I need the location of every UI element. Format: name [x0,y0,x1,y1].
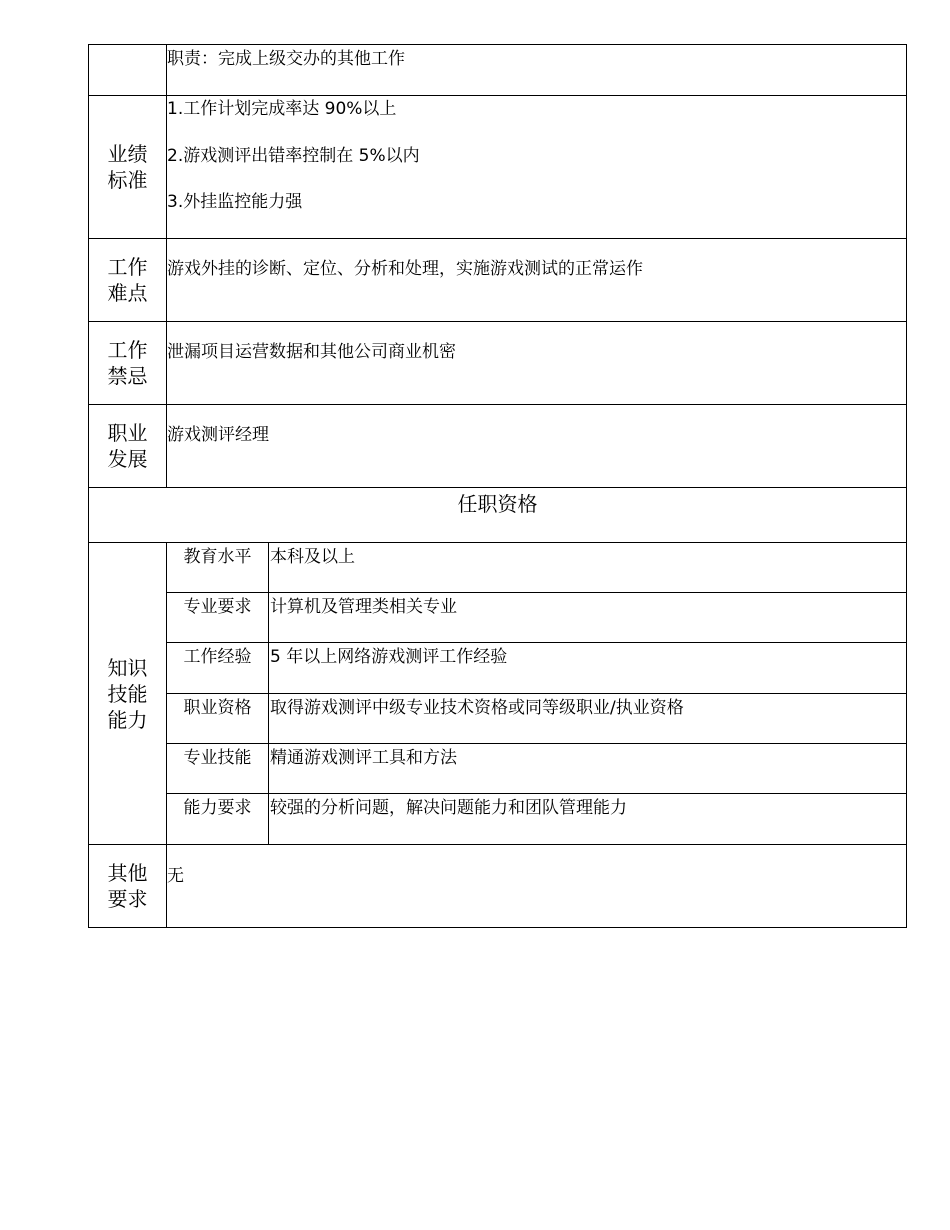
taboo-text: 泄漏项目运营数据和其他公司商业机密 [167,342,456,362]
career-text: 游戏测评经理 [167,425,269,445]
other-text: 无 [167,866,184,886]
qualification-heading-row [88,488,907,543]
other-label: 其他要求 [89,845,167,927]
taboo-row [88,322,907,405]
performance-label: 业绩标准 [89,96,167,238]
sub-label-experience: 工作经验 [167,643,269,693]
performance-row [88,96,907,239]
duty-row [88,44,907,96]
performance-item: 3.外挂监控能力强 [167,192,303,212]
difficulty-row [88,239,907,322]
taboo-label: 工作禁忌 [89,322,167,404]
other-row [88,845,907,928]
performance-list [167,98,906,213]
divider [167,693,906,694]
divider [167,743,906,744]
sub-value-education: 本科及以上 [270,547,355,567]
knowledge-label: 知识技能能力 [89,543,167,844]
knowledge-row [88,543,907,845]
sub-label-ability: 能力要求 [167,794,269,844]
sub-label-skills: 专业技能 [167,744,269,794]
duty-text: 职责：完成上级交办的其他工作 [167,49,405,69]
duty-label-cell [89,45,167,95]
sub-value-ability: 较强的分析问题，解决问题能力和团队管理能力 [270,798,627,818]
divider [167,592,906,593]
sub-label-major: 专业要求 [167,593,269,643]
sub-label-education: 教育水平 [167,543,269,592]
career-label: 职业发展 [89,405,167,487]
difficulty-label: 工作难点 [89,239,167,321]
qualification-title: 任职资格 [457,492,538,516]
difficulty-text: 游戏外挂的诊断、定位、分析和处理，实施游戏测试的正常运作 [167,259,643,279]
sub-value-major: 计算机及管理类相关专业 [270,597,457,617]
performance-item: 2.游戏测评出错率控制在 5%以内 [167,146,420,166]
divider [167,642,906,643]
sub-value-certification: 取得游戏测评中级专业技术资格或同等级职业/执业资格 [270,698,684,718]
sub-label-certification: 职业资格 [167,694,269,744]
sub-value-experience: 5 年以上网络游戏测评工作经验 [270,647,508,667]
career-row [88,405,907,488]
sub-value-skills: 精通游戏测评工具和方法 [270,748,457,768]
performance-item: 1.工作计划完成率达 90%以上 [167,99,397,119]
divider [167,793,906,794]
